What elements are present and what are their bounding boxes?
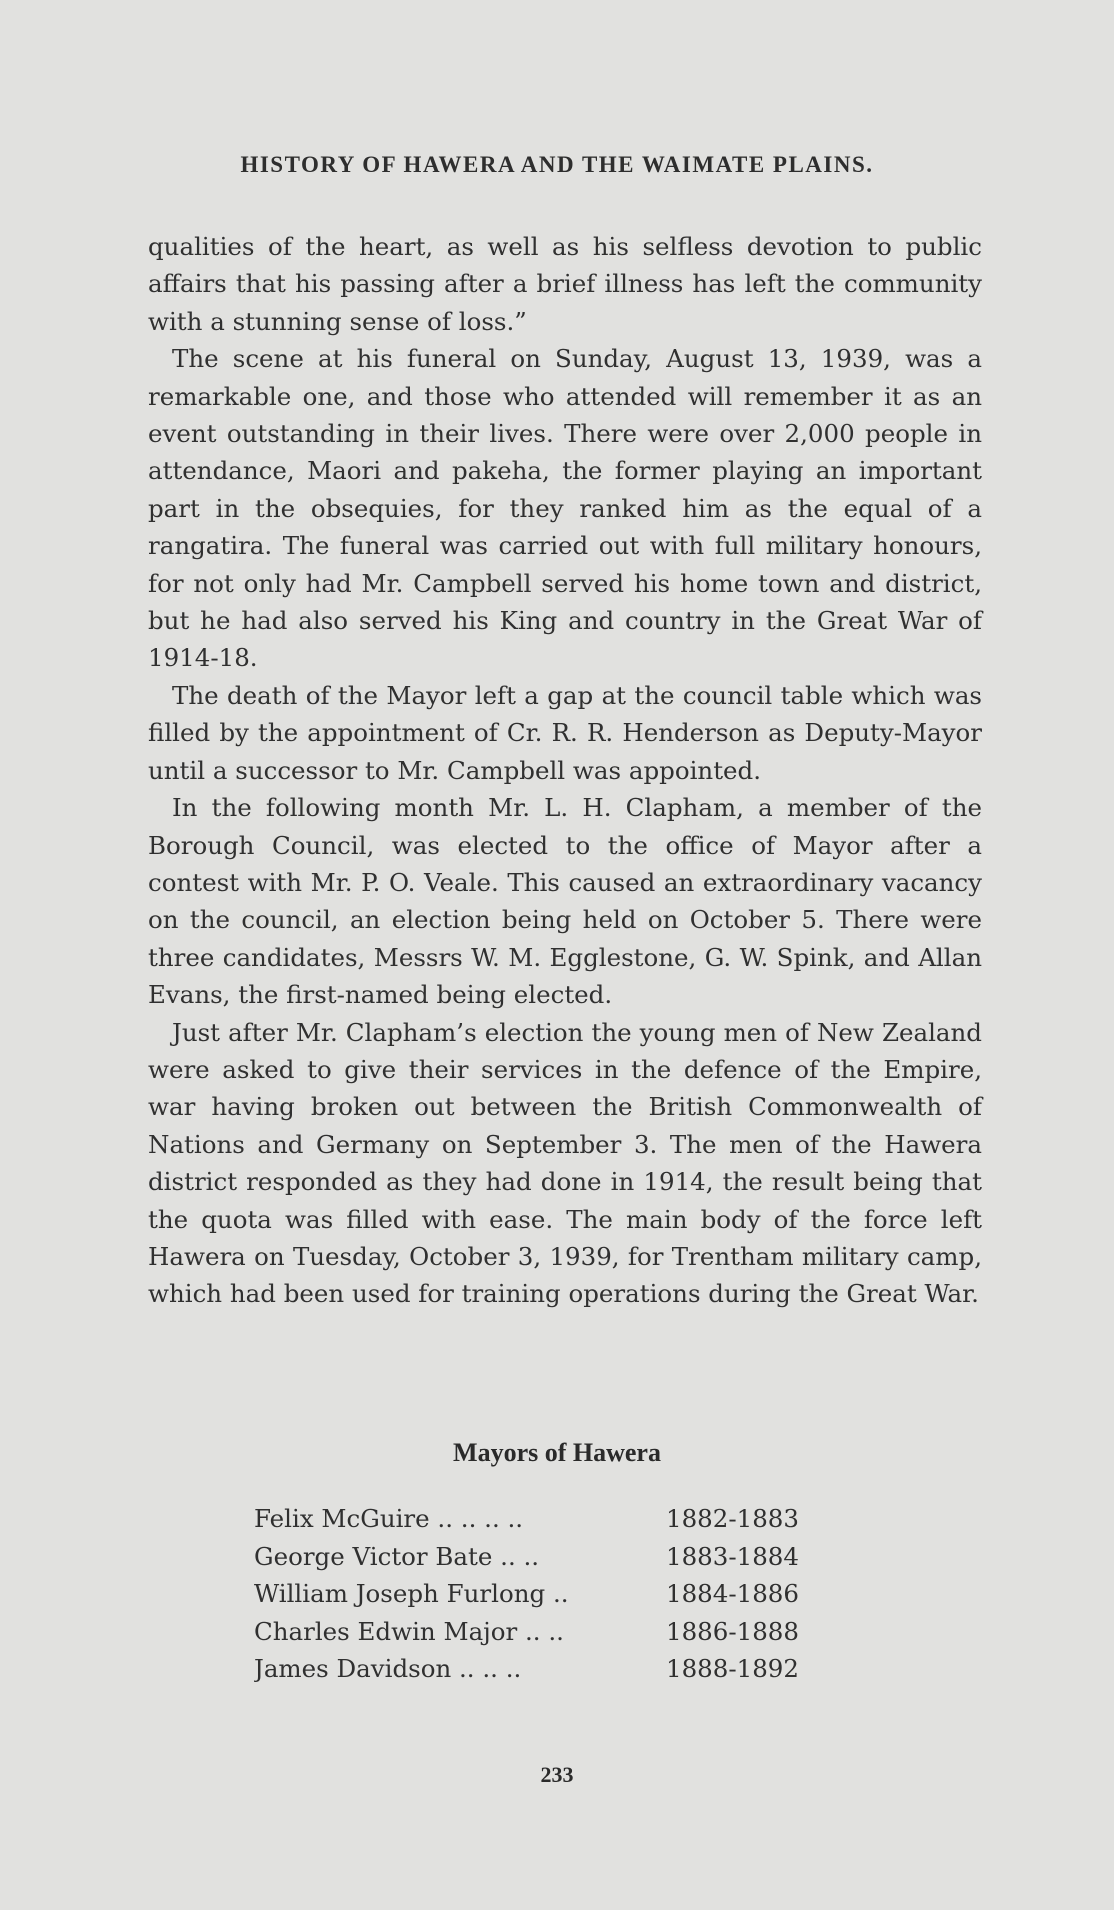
mayor-term: 1882-1883: [666, 1504, 799, 1534]
mayors-list: [254, 1500, 814, 1688]
mayor-term: 1883-1884: [666, 1541, 799, 1571]
paragraph-deputy-mayor: The death of the Mayor left a gap at the council table which was filled by the appointment of Cr. R. R. Henderson as Deputy-Mayor until a successor to Mr. Campbell was appointed.: [148, 680, 982, 785]
mayor-name: William Joseph Furlong ..: [254, 1579, 569, 1609]
mayor-row: [254, 1500, 814, 1538]
paragraph-war-service: Just after Mr. Clapham’s election the young men of New Zealand were asked to give their services in the defence of the Empire, war having broken out between the British Commonwealth of Nations and Germany on September 3. The men of the Hawera district responded as they had done in 1914, the result being that the quota was filled with ease. The main body of the force left Hawera on Tuesday, October 3, 1939, for Trentham military camp, which had been used for training operations during the Great War.: [148, 1017, 982, 1309]
mayor-name: Charles Edwin Major .. ..: [254, 1616, 564, 1646]
paragraph-clapham-election: In the following month Mr. L. H. Clapham, a member of the Borough Council, was elected to the office of Mayor after a contest with Mr. P. O. Veale. This caused an extraordinary vacancy on the council, an election being held on October 5. There were three candidates, Messrs W. M. Egglestone, G. W. Spink, and Allan Evans, the first-named being elected.: [148, 793, 982, 1010]
mayor-term: 1884-1886: [666, 1579, 799, 1609]
mayor-name: Felix McGuire .. .. .. ..: [254, 1504, 524, 1534]
mayors-heading: Mayors of Hawera: [453, 1438, 661, 1467]
mayor-row: [254, 1538, 814, 1576]
mayor-name: James Davidson .. .. ..: [254, 1654, 522, 1684]
body-text: [148, 228, 982, 1313]
paragraph-continuation: qualities of the heart, as well as his selfless devotion to public affairs that his passing after a brief illness has left the community with a stunning sense of loss.”: [148, 232, 982, 336]
mayor-row: [254, 1575, 814, 1613]
mayor-row: [254, 1650, 814, 1688]
page-number: 233: [540, 1762, 574, 1787]
paragraph-funeral: The scene at his funeral on Sunday, August 13, 1939, was a remarkable one, and those who attended will remember it as an event outstanding in their lives. There were over 2,000 people in attendance, Maori and pakeha, the former playing an important part in the obsequies, for they ranked him as the equal of a rangatira. The funeral was carried out with full military honours, for not only had Mr. Campbell served his home town and district, but he had also served his King and country in the Great War of 1914-18.: [148, 344, 982, 673]
mayor-term: 1888-1892: [666, 1654, 799, 1684]
running-head: HISTORY OF HAWERA AND THE WAIMATE PLAINS.: [240, 152, 874, 177]
mayor-row: [254, 1613, 814, 1651]
mayor-name: George Victor Bate .. ..: [254, 1541, 540, 1571]
mayor-term: 1886-1888: [666, 1616, 799, 1646]
